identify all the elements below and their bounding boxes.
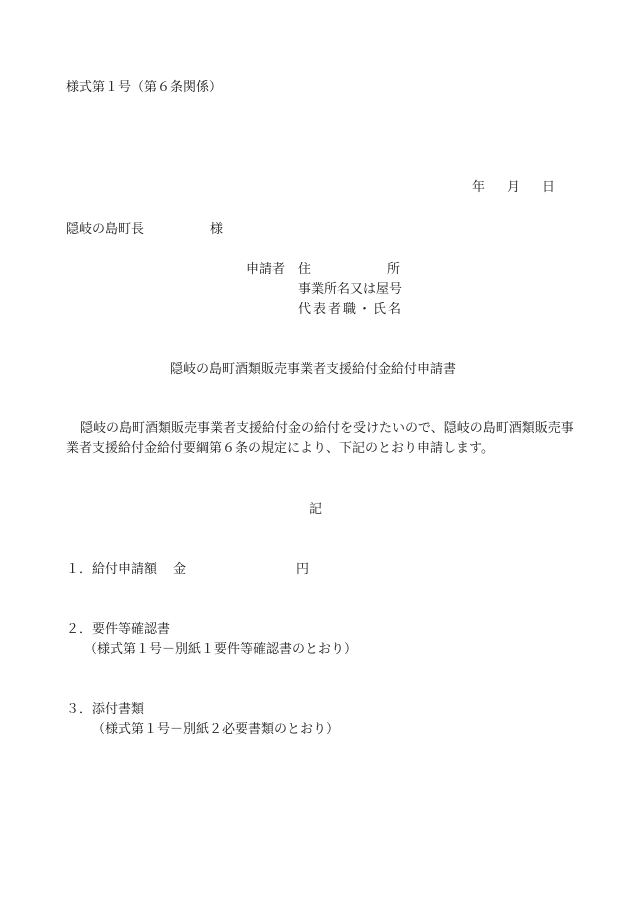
item-requirements (66, 622, 170, 638)
date-line (472, 180, 555, 196)
item-attachments-number: ３． (66, 702, 93, 717)
applicant-address-end: 所 (387, 262, 401, 277)
applicant-address-start: 住 (298, 262, 312, 277)
applicant-business-name-field: 事業所名又は屋号 (298, 282, 403, 297)
item-requirements-note: （様式第１号－別紙１要件等確認書のとおり） (84, 642, 358, 657)
document-title: 隠岐の島町酒類販売事業者支援給付金給付申請書 (170, 362, 457, 377)
item-amount-suffix: 円 (296, 562, 310, 577)
applicant-label: 申請者 (246, 262, 286, 277)
item-attachments (66, 702, 144, 718)
body-text: 隠岐の島町酒類販売事業者支援給付金の給付を受けたいので、隠岐の島町酒類販売事業者支援給付金給付要綱第６条の規定により、下記のとおり申請します。 (66, 421, 574, 456)
addressee (66, 222, 223, 238)
addressee-name: 隠岐の島町長 (66, 222, 145, 237)
item-amount-prefix: 金 (173, 562, 187, 577)
form-number: 様式第１号（第６条関係） (66, 80, 223, 95)
item-amount-number: １． (66, 562, 93, 577)
date-year-label: 年 (472, 180, 486, 195)
item-amount-label: 給付申請額 (92, 562, 158, 577)
item-amount (66, 562, 309, 578)
item-attachments-note: （様式第１号－別紙２必要書類のとおり） (92, 722, 340, 737)
applicant-address-field (298, 262, 400, 278)
date-day-label: 日 (542, 180, 556, 195)
item-requirements-number: ２． (66, 622, 93, 637)
item-attachments-label: 添付書類 (92, 702, 145, 717)
applicant-representative-field: 代表者職・氏名 (298, 302, 404, 317)
ki-heading: 記 (309, 502, 323, 517)
addressee-honorific: 様 (210, 222, 224, 237)
date-month-label: 月 (507, 180, 521, 195)
item-requirements-label: 要件等確認書 (92, 622, 171, 637)
